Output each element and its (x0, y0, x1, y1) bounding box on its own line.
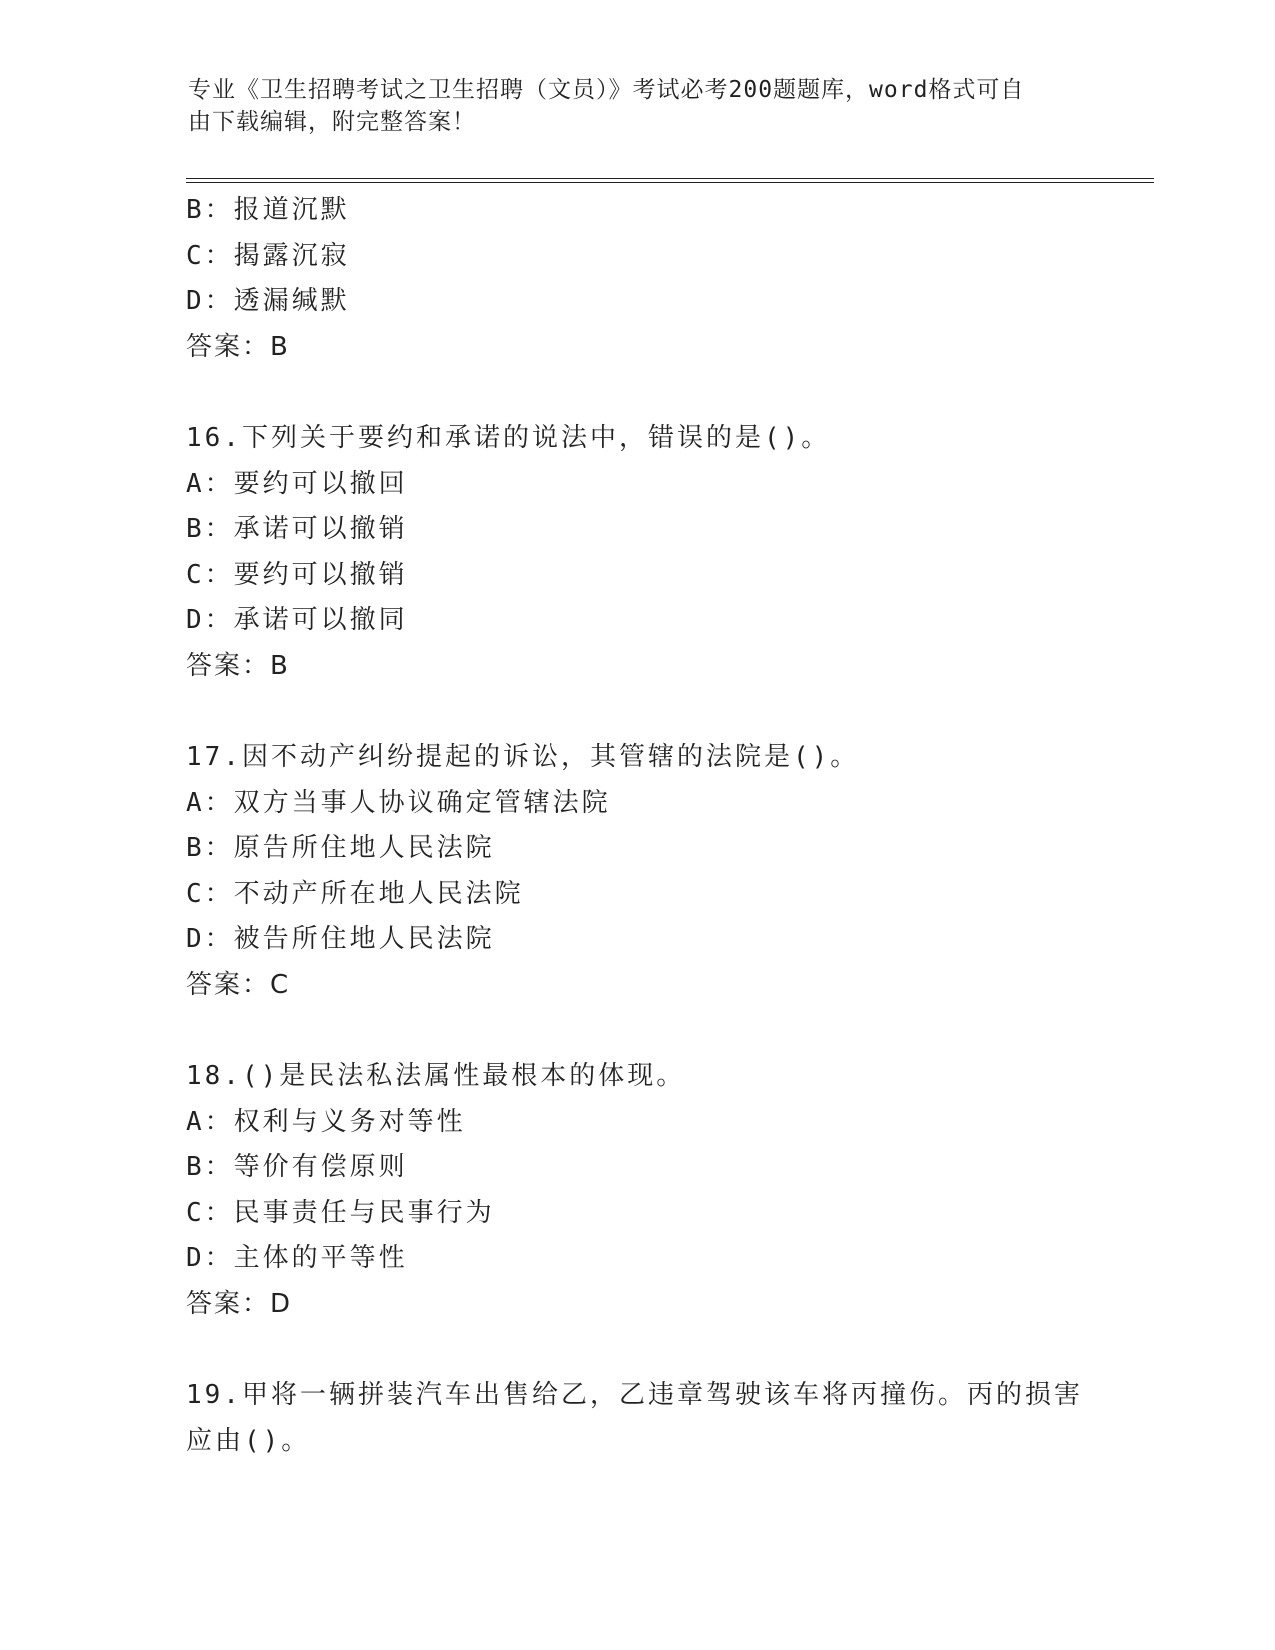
option-c: C：不动产所在地人民法院 (186, 878, 524, 909)
header-line-2: 由下载编辑，附完整答案！ (188, 109, 476, 135)
question-stem-line-2: 应由()。 (186, 1425, 311, 1456)
option-d: D：承诺可以撤同 (186, 605, 408, 635)
option-a: A：权利与义务对等性 (186, 1106, 466, 1137)
question-list (186, 188, 1086, 1464)
header-line-1: 专业《卫生招聘考试之卫生招聘（文员）》考试必考200题题库，word格式可自 (188, 77, 1025, 103)
question-16 (186, 416, 1086, 689)
option-a: A：要约可以撤回 (186, 468, 408, 499)
option-d: D：主体的平等性 (186, 1243, 408, 1273)
option-c: C：要约可以撤销 (186, 559, 408, 590)
option-b: B：报道沉默 (186, 195, 350, 225)
option-a: A：双方当事人协议确定管辖法院 (186, 787, 611, 818)
question-15-tail (186, 188, 1086, 370)
question-stem: 18.()是民法私法属性最根本的体现。 (186, 1061, 686, 1091)
option-c: C：揭露沉寂 (186, 240, 350, 271)
option-b: B：承诺可以撤销 (186, 514, 408, 544)
question-stem-line-1: 19.甲将一辆拼装汽车出售给乙，乙违章驾驶该车将丙撞伤。丙的损害 (186, 1380, 1083, 1410)
option-c: C：民事责任与民事行为 (186, 1197, 495, 1228)
option-d: D：被告所住地人民法院 (186, 924, 495, 954)
question-stem: 17.因不动产纠纷提起的诉讼，其管辖的法院是()。 (186, 742, 860, 772)
option-b: B：原告所住地人民法院 (186, 833, 495, 863)
question-19 (186, 1373, 1086, 1464)
answer: 答案：C (186, 969, 291, 1000)
option-b: B：等价有偿原则 (186, 1152, 408, 1182)
option-d: D：透漏缄默 (186, 286, 350, 316)
answer: 答案：D (186, 1288, 293, 1319)
document-header (188, 74, 1068, 138)
question-stem: 16.下列关于要约和承诺的说法中，错误的是()。 (186, 423, 831, 453)
answer: 答案：B (186, 650, 290, 681)
question-17 (186, 735, 1086, 1008)
question-18 (186, 1054, 1086, 1327)
header-divider (186, 178, 1154, 183)
answer: 答案：B (186, 331, 290, 362)
